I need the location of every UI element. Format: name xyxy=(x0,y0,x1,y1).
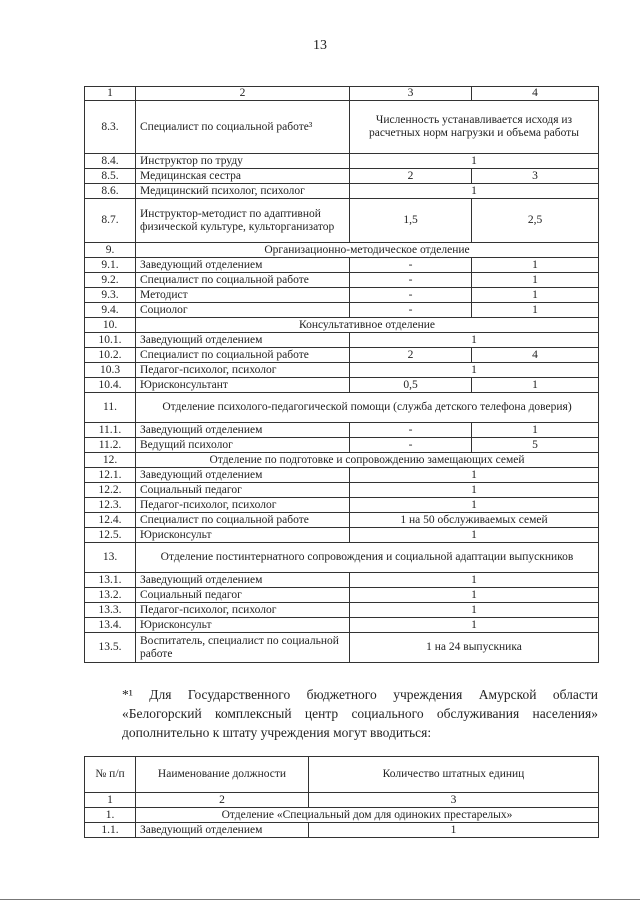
row-quantity-col4: 5 xyxy=(472,438,599,453)
row-quantity-col4: 1 xyxy=(472,258,599,273)
row-quantity: 1 xyxy=(350,498,599,513)
row-num: 10.3 xyxy=(85,363,136,378)
page-number: 13 xyxy=(313,38,327,53)
row-quantity: Численность устанавливается исходя из расчетных норм нагрузки и объема работы xyxy=(350,101,599,154)
row-num: 12.5. xyxy=(85,528,136,543)
section-title: Отделение постинтернатного сопровождения и социальной адаптации выпускников xyxy=(136,543,599,573)
table-row xyxy=(85,423,599,438)
table-row xyxy=(85,288,599,303)
row-position: Заведующий отделением xyxy=(136,423,350,438)
row-position: Методист xyxy=(136,288,350,303)
row-quantity: 1 xyxy=(350,573,599,588)
row-num: 11.2. xyxy=(85,438,136,453)
row-position: Педагог-психолог, психолог xyxy=(136,603,350,618)
row-quantity-col3: 1,5 xyxy=(350,199,472,243)
row-num: 13.3. xyxy=(85,603,136,618)
section-num: 13. xyxy=(85,543,136,573)
section-row xyxy=(85,543,599,573)
footnote-text: *¹ Для Государственного бюджетного учреждения Амурской области «Белогорский комплексный центр социального обслуживания населения» дополнительно к штату учреждения могут вводиться: xyxy=(122,687,598,740)
row-num: 8.7. xyxy=(85,199,136,243)
section-row xyxy=(85,318,599,333)
section-row xyxy=(85,243,599,258)
row-position: Инструктор-методист по адаптивной физической культуре, культорганизатор xyxy=(136,199,350,243)
row-position: Заведующий отделением xyxy=(136,258,350,273)
section-title: Отделение «Специальный дом для одиноких престарелых» xyxy=(136,808,599,823)
row-quantity: 1 xyxy=(350,603,599,618)
table-row xyxy=(85,573,599,588)
section-row xyxy=(85,393,599,423)
row-position: Специалист по социальной работе xyxy=(136,273,350,288)
row-quantity-col3: 2 xyxy=(350,169,472,184)
row-num: 13.2. xyxy=(85,588,136,603)
table-row xyxy=(85,823,599,838)
header-position: Наименование должности xyxy=(136,757,309,793)
row-num: 13.4. xyxy=(85,618,136,633)
row-position: Ведущий психолог xyxy=(136,438,350,453)
footnote-paragraph xyxy=(84,685,598,742)
index-cell: 4 xyxy=(472,87,599,101)
section-num: 10. xyxy=(85,318,136,333)
header-num: № п/п xyxy=(85,757,136,793)
row-quantity: 1 xyxy=(350,333,599,348)
row-quantity-col4: 4 xyxy=(472,348,599,363)
row-num: 9.3. xyxy=(85,288,136,303)
section-row xyxy=(85,808,599,823)
index-cell: 1 xyxy=(85,793,136,808)
section-title: Отделение по подготовке и сопровождению замещающих семей xyxy=(136,453,599,468)
table-row xyxy=(85,513,599,528)
section-num: 11. xyxy=(85,393,136,423)
row-position: Медицинский психолог, психолог xyxy=(136,184,350,199)
table-row xyxy=(85,528,599,543)
table-row xyxy=(85,303,599,318)
row-quantity: 1 xyxy=(350,184,599,199)
section-title: Консультативное отделение xyxy=(136,318,599,333)
table-row xyxy=(85,633,599,663)
row-num: 10.1. xyxy=(85,333,136,348)
row-quantity: 1 xyxy=(350,528,599,543)
row-num: 10.4. xyxy=(85,378,136,393)
table-row xyxy=(85,101,599,154)
table-header-row xyxy=(85,757,599,793)
row-num: 13.1. xyxy=(85,573,136,588)
row-quantity: 1 xyxy=(350,618,599,633)
index-cell: 1 xyxy=(85,87,136,101)
row-position: Социолог xyxy=(136,303,350,318)
row-position: Юрисконсультант xyxy=(136,378,350,393)
section-num: 1. xyxy=(85,808,136,823)
row-position: Заведующий отделением xyxy=(136,823,309,838)
row-position: Специалист по социальной работе xyxy=(136,513,350,528)
row-num: 1.1. xyxy=(85,823,136,838)
row-num: 8.5. xyxy=(85,169,136,184)
row-position: Инструктор по труду xyxy=(136,154,350,169)
index-cell: 3 xyxy=(309,793,599,808)
additional-staff-table xyxy=(84,756,599,838)
row-quantity: 1 xyxy=(350,588,599,603)
row-quantity-col3: - xyxy=(350,438,472,453)
row-quantity-col4: 1 xyxy=(472,378,599,393)
row-quantity-col4: 3 xyxy=(472,169,599,184)
table-row xyxy=(85,184,599,199)
row-quantity: 1 на 24 выпускника xyxy=(350,633,599,663)
row-quantity: 1 xyxy=(350,154,599,169)
section-num: 12. xyxy=(85,453,136,468)
table-row xyxy=(85,438,599,453)
row-quantity-col3: - xyxy=(350,273,472,288)
row-position: Заведующий отделением xyxy=(136,573,350,588)
row-position: Специалист по социальной работе³ xyxy=(136,101,350,154)
row-num: 10.2. xyxy=(85,348,136,363)
header-quantity: Количество штатных единиц xyxy=(309,757,599,793)
row-num: 12.2. xyxy=(85,483,136,498)
table-row xyxy=(85,273,599,288)
row-quantity-col3: 0,5 xyxy=(350,378,472,393)
index-cell: 2 xyxy=(136,87,350,101)
row-position: Педагог-психолог, психолог xyxy=(136,363,350,378)
row-num: 11.1. xyxy=(85,423,136,438)
table-row xyxy=(85,378,599,393)
row-quantity-col4: 2,5 xyxy=(472,199,599,243)
table-row xyxy=(85,154,599,169)
table-row xyxy=(85,258,599,273)
row-num: 8.4. xyxy=(85,154,136,169)
section-num: 9. xyxy=(85,243,136,258)
row-position: Юрисконсульт xyxy=(136,618,350,633)
row-quantity-col4: 1 xyxy=(472,273,599,288)
row-quantity: 1 xyxy=(350,483,599,498)
row-position: Педагог-психолог, психолог xyxy=(136,498,350,513)
table-row xyxy=(85,348,599,363)
table-row xyxy=(85,483,599,498)
table-row xyxy=(85,363,599,378)
row-quantity-col4: 1 xyxy=(472,303,599,318)
row-position: Заведующий отделением xyxy=(136,333,350,348)
row-quantity-col3: 2 xyxy=(350,348,472,363)
table-row xyxy=(85,498,599,513)
table-row xyxy=(85,333,599,348)
row-num: 12.1. xyxy=(85,468,136,483)
table-index-row xyxy=(85,793,599,808)
page-bottom-edge xyxy=(0,899,640,900)
row-position: Воспитатель, специалист по социальной работе xyxy=(136,633,350,663)
table-row xyxy=(85,618,599,633)
table-row xyxy=(85,588,599,603)
row-position: Юрисконсульт xyxy=(136,528,350,543)
row-num: 13.5. xyxy=(85,633,136,663)
row-quantity-col3: - xyxy=(350,258,472,273)
row-num: 9.2. xyxy=(85,273,136,288)
row-position: Заведующий отделением xyxy=(136,468,350,483)
row-num: 12.4. xyxy=(85,513,136,528)
row-quantity: 1 xyxy=(350,468,599,483)
table-row xyxy=(85,169,599,184)
row-quantity-col3: - xyxy=(350,288,472,303)
index-cell: 2 xyxy=(136,793,309,808)
table-row xyxy=(85,468,599,483)
row-quantity-col3: - xyxy=(350,423,472,438)
row-num: 8.3. xyxy=(85,101,136,154)
row-num: 9.4. xyxy=(85,303,136,318)
row-quantity: 1 xyxy=(309,823,599,838)
row-num: 8.6. xyxy=(85,184,136,199)
row-position: Медицинская сестра xyxy=(136,169,350,184)
section-row xyxy=(85,453,599,468)
staff-table xyxy=(84,86,599,663)
table-row xyxy=(85,199,599,243)
section-title: Отделение психолого-педагогической помощи (служба детского телефона доверия) xyxy=(136,393,599,423)
row-quantity: 1 xyxy=(350,363,599,378)
table-index-row xyxy=(85,87,599,101)
table-row xyxy=(85,603,599,618)
section-title: Организационно-методическое отделение xyxy=(136,243,599,258)
index-cell: 3 xyxy=(350,87,472,101)
row-position: Специалист по социальной работе xyxy=(136,348,350,363)
row-position: Социальный педагог xyxy=(136,588,350,603)
row-num: 12.3. xyxy=(85,498,136,513)
row-quantity: 1 на 50 обслуживаемых семей xyxy=(350,513,599,528)
row-num: 9.1. xyxy=(85,258,136,273)
row-position: Социальный педагог xyxy=(136,483,350,498)
row-quantity-col4: 1 xyxy=(472,288,599,303)
row-quantity-col3: - xyxy=(350,303,472,318)
row-quantity-col4: 1 xyxy=(472,423,599,438)
